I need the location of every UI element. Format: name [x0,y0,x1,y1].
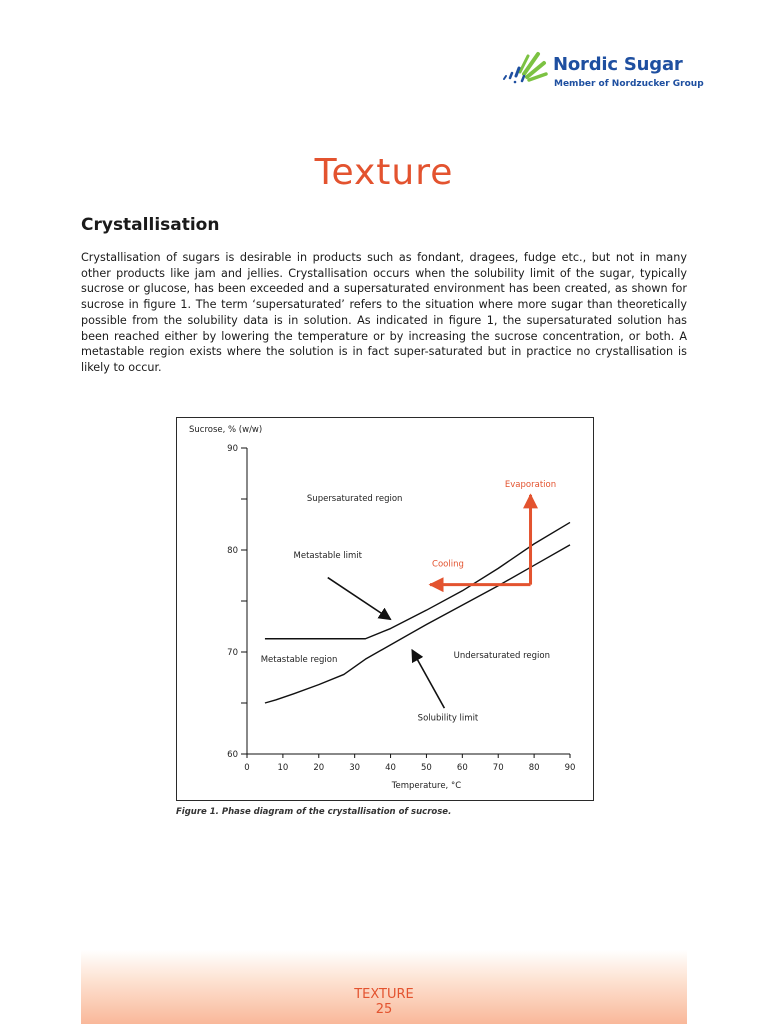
x-tick-label: 80 [528,763,540,773]
supersaturated-region-label: Supersaturated region [306,494,403,505]
y-axis-label: Sucrose, % (w/w) [189,425,263,435]
x-tick-label: 90 [564,763,576,773]
x-tick-label: 0 [244,763,250,773]
metastable-limit-label: Metastable limit [293,551,362,562]
page-title: Texture [314,152,454,193]
y-tick-label: 80 [227,546,238,556]
metastable-limit-pointer-arrow [328,578,391,620]
solubility-limit-curve [265,545,570,703]
metastable-region-label: Metastable region [260,655,338,666]
body-paragraph: Crystallisation of sugars is desirable in products such as fondant, dragees, fudge etc., but not in many other products like jam and jellies. Crystallisation occurs when the solubility limit of the sugar, typically sucrose or glucose, has been exceeded and a supersaturated environment has been created, as shown for sucrose in figure 1. The term ‘supersaturated’ refers to the situation where more sugar than theoretically possible from the solubility data is in solution. As indicated in figure 1, the supersaturated solution has been reached either by lowering the temperature or by increasing the sucrose concentration, or both. A metastable region exists where the solution is in fact super-saturated but in practice no crystallisation is likely to occur. [81,251,687,374]
x-tick-label: 40 [385,763,396,773]
undersaturated-region-label: Undersaturated region [453,651,550,662]
cooling-label: Cooling [432,559,464,570]
x-tick-label: 20 [313,763,325,773]
x-tick-label: 50 [421,763,432,773]
phase-diagram-chart [177,418,593,800]
evaporation-label: Evaporation [504,479,557,490]
x-axis-label: Temperature, °C [391,781,462,791]
figure-frame [176,417,594,801]
metastable-limit-curve [265,522,570,638]
section-heading: Crystallisation [81,215,220,235]
figure-caption: Figure 1. Phase diagram of the crystallisation of sucrose. [176,807,452,817]
y-tick-label: 70 [227,648,238,658]
page-number: 25 [375,1002,393,1017]
brand-tagline: Member of Nordzucker Group [554,79,704,89]
x-tick-label: 60 [456,763,468,773]
x-tick-label: 10 [277,763,289,773]
x-tick-label: 70 [492,763,504,773]
y-tick-label: 60 [227,750,238,760]
x-tick-label: 30 [349,763,361,773]
solubility-limit-label: Solubility limit [417,713,479,724]
solubility-limit-pointer-arrow [412,650,444,708]
y-tick-label: 90 [227,444,238,454]
brand-name: Nordic Sugar [553,54,683,75]
brand-logo [500,48,704,96]
footer-section-label: TEXTURE [354,987,414,1002]
sugar-burst-icon [500,50,550,90]
